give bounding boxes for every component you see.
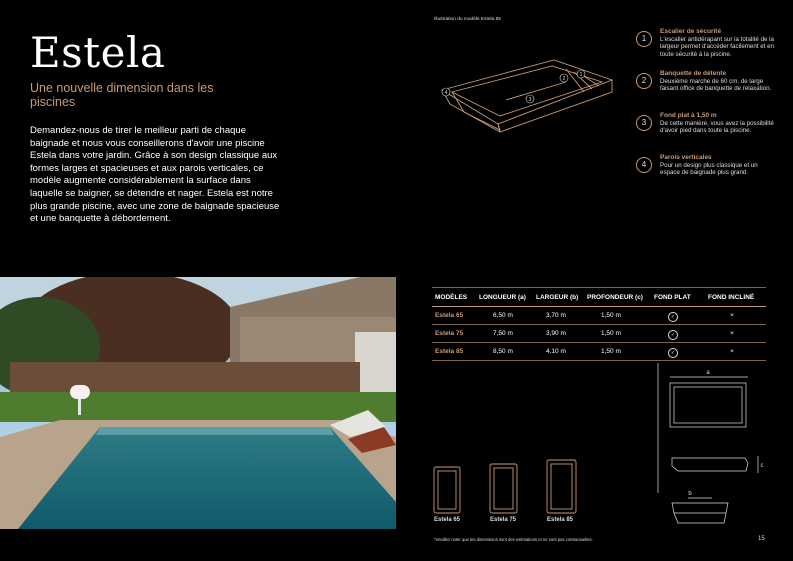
cross-icon: × <box>730 312 734 319</box>
check-icon: ✓ <box>668 348 678 358</box>
cell-model: Estela 75 <box>435 330 464 337</box>
header-width: LARGEUR (b) <box>536 294 579 301</box>
feature-item <box>636 154 786 196</box>
feature-number: 2 <box>636 73 652 89</box>
cell-flat <box>654 330 678 340</box>
header-inclined: FOND INCLINÉ <box>708 294 755 301</box>
header-length: LONGUEUR (a) <box>479 294 526 301</box>
dimensions-table <box>432 287 766 361</box>
size-label: Estela 65 <box>434 517 461 523</box>
cell-flat <box>654 312 678 322</box>
cell-depth: 1,50 m <box>601 330 621 337</box>
dimension-diagrams <box>650 363 770 528</box>
header-models: MODÈLES <box>435 294 468 301</box>
feature-title: Parois verticales <box>660 154 712 161</box>
page-title: Estela <box>30 28 166 77</box>
pool-marker-3: 3 <box>528 97 532 103</box>
cross-icon: × <box>730 348 734 355</box>
pool-marker-2: 2 <box>562 76 566 82</box>
header-flat: FOND PLAT <box>654 294 691 301</box>
feature-title: Fond plat à 1,50 m <box>660 112 717 119</box>
size-label: Estela 75 <box>490 517 517 523</box>
feature-item <box>636 70 786 112</box>
page-number: 15 <box>758 536 765 542</box>
feature-title: Escalier de sécurité <box>660 28 722 35</box>
dim-label-c: c <box>760 463 764 469</box>
pool-photo <box>0 277 396 529</box>
check-icon: ✓ <box>668 330 678 340</box>
disclaimer-note: *Veuillez noter que les dimensions sont des estimations et ne sont pas contractuelles. <box>434 537 593 542</box>
cell-flat <box>654 348 678 358</box>
page-subtitle: Une nouvelle dimension dans les piscines <box>30 81 214 109</box>
feature-desc: L'escalier antidérapant sur la totalité de la largeur permet d'accéder facilement et en toute sécurité à la piscine. <box>660 36 775 58</box>
table-header-row <box>432 287 766 307</box>
intro-paragraph: Demandez-nous de tirer le meilleur parti de chaque baignade et nous vous conseillerons d'avoir une piscine Estela dans votre jardin. Grâce à son design classique aux formes larges et spacieuses et aux parois verticales, ce modèle augmente considérablement la surface dans laquelle se baigner, se détendre et nager. Estela est notre plus grande piscine, avec une zone de baignade spacieuse et une banquette à débordement. <box>30 125 280 225</box>
pool-marker-1: 1 <box>579 72 583 78</box>
cell-width: 3,70 m <box>546 312 566 319</box>
cell-length: 7,50 m <box>493 330 513 337</box>
feature-item <box>636 112 786 154</box>
feature-title: Banquette de détente <box>660 70 727 77</box>
feature-desc: De cette manière, vous avez la possibilité d'avoir pied dans toute la piscine. <box>660 120 774 135</box>
feature-number: 3 <box>636 115 652 131</box>
dim-label-a: a <box>706 370 710 376</box>
cell-model: Estela 85 <box>435 348 464 355</box>
features-list <box>636 28 786 196</box>
feature-item <box>636 28 786 70</box>
size-comparison <box>430 455 590 515</box>
table-row <box>432 325 766 343</box>
cell-model: Estela 65 <box>435 312 464 319</box>
cell-width: 3,90 m <box>546 330 566 337</box>
feature-desc: Pour un design plus classique et un espace de baignade plus grand. <box>660 162 758 177</box>
dim-label-b: b <box>688 491 692 497</box>
cell-depth: 1,50 m <box>601 312 621 319</box>
illustration-caption: Illustration du modèle Estela 85 <box>434 17 501 22</box>
table-row <box>432 343 766 361</box>
cell-length: 6,50 m <box>493 312 513 319</box>
cell-width: 4,10 m <box>546 348 566 355</box>
cross-icon: × <box>730 330 734 337</box>
table-row <box>432 307 766 325</box>
cell-length: 8,50 m <box>493 348 513 355</box>
feature-desc: Deuxième marche de 60 cm. de large faisant office de banquette de relaxation. <box>660 78 772 93</box>
size-label: Estela 85 <box>547 517 574 523</box>
pool-marker-4: 4 <box>444 90 448 96</box>
feature-number: 1 <box>636 31 652 47</box>
check-icon: ✓ <box>668 312 678 322</box>
feature-number: 4 <box>636 157 652 173</box>
pool-illustration <box>436 52 616 142</box>
header-depth: PROFONDEUR (c) <box>587 294 643 301</box>
cell-depth: 1,50 m <box>601 348 621 355</box>
